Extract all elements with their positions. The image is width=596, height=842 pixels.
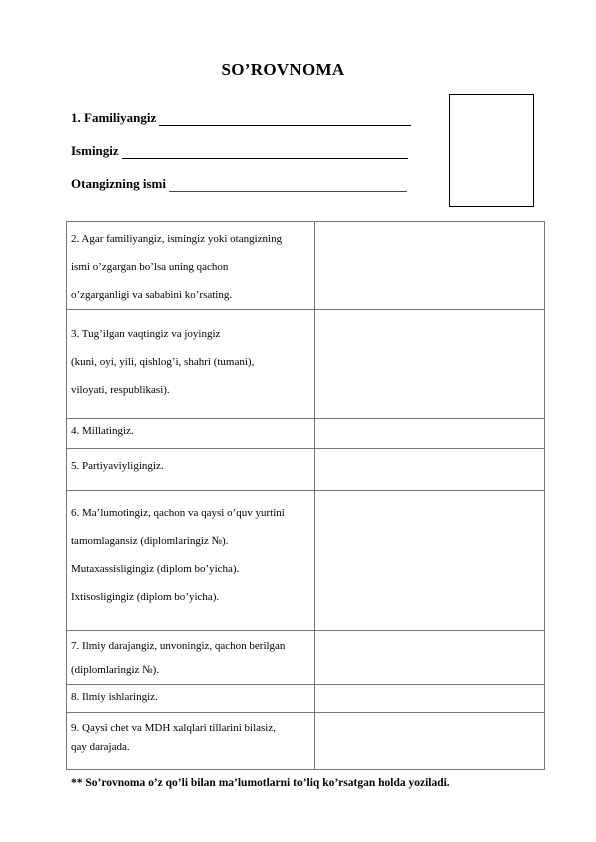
table-row — [67, 713, 545, 770]
question-text: 5. Partiyaviyligingiz. — [71, 460, 164, 472]
answer-cell[interactable] — [314, 222, 544, 310]
question-text: 8. Ilmiy ishlaringiz. — [71, 691, 158, 703]
table-row — [67, 449, 545, 491]
answer-cell[interactable] — [314, 631, 544, 685]
answer-cell[interactable] — [314, 449, 544, 491]
first-name-input-line[interactable] — [122, 147, 408, 159]
question-cell — [67, 310, 315, 419]
answer-cell[interactable] — [314, 713, 544, 770]
answer-cell[interactable] — [314, 310, 544, 419]
patronymic-field — [71, 176, 407, 192]
patronymic-label: Otangizning ismi — [71, 176, 166, 191]
first-name-field — [71, 143, 408, 159]
question-text: 3. Tug’ilgan vaqtingiz va joyingiz — [71, 328, 221, 340]
question-cell — [67, 631, 315, 685]
question-text: 4. Millatingiz. — [71, 425, 134, 437]
question-text: tamomlagansiz (diplomlaringiz №). — [71, 535, 229, 547]
question-text: o’zgarganligi va sababini ko’rsating. — [71, 289, 233, 301]
question-cell — [67, 222, 315, 310]
answer-cell[interactable] — [314, 685, 544, 713]
question-text: viloyati, respublikasi). — [71, 384, 170, 396]
question-text: ismi o’zgargan bo’lsa uning qachon — [71, 261, 229, 273]
surname-field — [71, 110, 411, 126]
question-text: Mutaxassisligingiz (diplom bo’yicha). — [71, 563, 240, 575]
table-row — [67, 631, 545, 685]
question-cell — [67, 713, 315, 770]
table-row — [67, 222, 545, 310]
form-title: SO’ROVNOMA — [221, 60, 345, 79]
table-row — [67, 491, 545, 631]
table-row — [67, 685, 545, 713]
question-text: (diplomlaringiz №). — [71, 664, 160, 676]
question-text: 2. Agar familiyangiz, ismingiz yoki otangizning — [71, 233, 283, 245]
question-text: 9. Qaysi chet va MDH xalqlari tillarini bilasiz, — [71, 722, 276, 734]
question-cell — [67, 491, 315, 631]
question-cell — [67, 419, 315, 449]
table-row — [67, 310, 545, 419]
patronymic-input-line[interactable] — [169, 180, 407, 192]
question-text: Ixtisosligingiz (diplom bo’yicha). — [71, 591, 220, 603]
question-cell — [67, 449, 315, 491]
surname-label: 1. Familiyangiz — [71, 110, 157, 125]
footer-note: ** So’rovnoma o’z qo’li bilan ma’lumotlarni to’liq ko’rsatgan holda yoziladi. — [71, 777, 450, 789]
answer-cell[interactable] — [314, 419, 544, 449]
table-row — [67, 419, 545, 449]
photo-box — [449, 94, 534, 207]
question-text: 6. Ma’lumotingiz, qachon va qaysi o’quv yurtini — [71, 507, 285, 519]
question-text: qay darajada. — [71, 741, 130, 753]
surname-input-line[interactable] — [159, 114, 411, 126]
question-cell — [67, 685, 315, 713]
first-name-label: Ismingiz — [71, 143, 119, 158]
questionnaire-table — [66, 221, 545, 770]
question-text: 7. Ilmiy darajangiz, unvoningiz, qachon berilgan — [71, 640, 286, 652]
question-text: (kuni, oyi, yili, qishlog’i, shahri (tumani), — [71, 356, 255, 368]
answer-cell[interactable] — [314, 491, 544, 631]
